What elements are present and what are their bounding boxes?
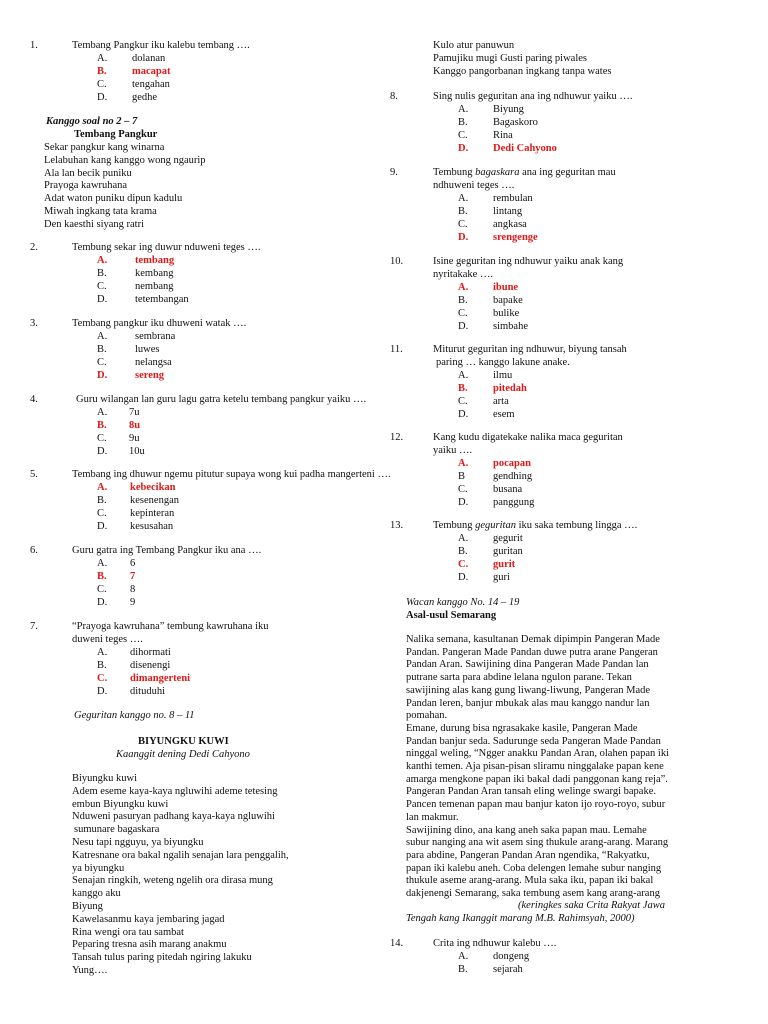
question-number: 14. (390, 938, 404, 949)
story-line: subur nanging ana wit asem sing thukule arang-arang. Marang (406, 837, 669, 849)
question-text: Crita ing ndhuwur kalebu …. (433, 938, 557, 949)
story-line: ninggal weling, “Ngger anakku Pandan Aran, olahen papan iki (406, 748, 670, 760)
question-12: 12. Kang kudu digatekake nalika maca geguritan yaiku …. A. pocapan B gendhing C. busana D. panggung (390, 432, 623, 508)
question-text: Isine geguritan ing ndhuwur yaiku anak kang (433, 256, 624, 267)
poem-line: Nduweni pasuryan padhang kaya-kaya ngluwihi (72, 811, 275, 823)
story-title: Asal-usul Semarang (406, 610, 497, 621)
question-number: 11. (390, 344, 403, 355)
question-text-cont: nyritakake …. (433, 269, 494, 280)
poem-lines (72, 773, 289, 978)
question-text: “Prayoga kawruhana” tembung kawruhana iku (72, 621, 269, 632)
question-text-cont: paring … kanggo lakune anake. (436, 357, 570, 368)
question-text: Tembang Pangkur iku kalebu tembang …. (72, 40, 250, 51)
question-number: 5. (30, 469, 38, 480)
question-number: 9. (390, 167, 398, 178)
section-note: Geguritan kanggo no. 8 – 11 (74, 710, 195, 721)
poem-line: Lelabuhan kang kanggo wong ngaurip (44, 154, 206, 166)
question-number: 1. (30, 40, 38, 51)
question-10: 10. Isine geguritan ing ndhuwur yaiku anak kang nyritakake …. A. ibune B. bapake C. bulike D. simbahe (390, 256, 624, 332)
story-line: Nalika semana, kasultanan Demak dipimpin Pangeran Made (406, 634, 660, 645)
poem-line: ya biyungku (72, 862, 125, 874)
story-source-cont: Tengah kang Ikanggit marang M.B. Rahimsyah, 2000) (406, 913, 635, 924)
question-text-cont: duweni teges …. (72, 634, 143, 645)
question-5: 5. Tembang ing dhuwur ngemu pitutur supaya wong kui padha mangerteni …. A. kebecikan B. kesenengan C. kepinteran D. kesusahan (30, 469, 391, 532)
question-text: Tembung bagaskara ana ing geguritan mau (433, 167, 616, 178)
question-7: 7. “Prayoga kawruhana” tembung kawruhana iku duweni teges …. A. dihormati B. disenengi C. dimangerteni D. dituduhi (30, 621, 269, 697)
section-note: Wacan kanggo No. 14 – 19 (406, 597, 520, 608)
question-number: 2. (30, 242, 38, 253)
story-line: Pancen temenan papan mau banjur katon ijo royo-royo, subur (406, 799, 666, 811)
poem-line: sumunare bagaskara (74, 824, 160, 836)
poem-line: Prayoga kawruhana (44, 180, 128, 192)
poem-line: Nesu tapi ngguyu, ya biyungku (72, 836, 204, 848)
story-line: thukule aseme arang-arang. Mula saka iku, papan iki bakal (406, 875, 654, 887)
question-4: 4. Guru wilangan lan guru lagu gatra ketelu tembang pangkur yaiku …. A. 7u B. 8u C. 9u D. 10u (30, 394, 367, 457)
poem-author: Kaanggit dening Dedi Cahyono (116, 749, 250, 760)
poem-line: kanggo aku (72, 888, 121, 900)
story-line: para abdine, Pangeran Pandan Aran ngendika, “Rakyatku, (406, 849, 650, 861)
poem-line: Adat waton puniku dipun kadulu (44, 193, 183, 205)
question-number: 13. (390, 520, 404, 531)
question-number: 10. (390, 256, 404, 267)
poem-line: Kanggo pangorbanan ingkang tanpa wates (433, 65, 612, 77)
story-line: dakjenengi Semarang, saka tembung asem kang arang-arang (406, 888, 660, 900)
poem-line: Den kaesthi siyang ratri (44, 218, 145, 230)
question-text: Tembung sekar ing duwur nduweni teges …. (72, 242, 261, 253)
poem-line: Senajan ringkih, weteng ngelih ora dirasa mung (72, 875, 273, 887)
story-line: Pandan banjur seda. Sadurunge seda Pangeran Made Pandan (406, 735, 661, 747)
poem-title: BIYUNGKU KUWI (138, 736, 229, 747)
poem-line: Pamujiku mugi Gusti paring piwales (433, 52, 587, 64)
story-line: Pandan Aran. Sawijining dina Pangeran Made Pandan lan (406, 659, 649, 671)
question-number: 7. (30, 621, 38, 632)
question-number: 12. (390, 432, 404, 443)
question-6: 6. Guru gatra ing Tembang Pangkur iku ana …. A. 6 B. 7 C. 8 D. 9 (30, 545, 262, 608)
poem-line: Ala lan becik puniku (44, 167, 132, 179)
poem-line: Tansah tulus paring pitedah ngiring lakuku (72, 952, 252, 964)
question-text: Tembang pangkur iku dhuweni watak …. (72, 318, 247, 329)
poem-line: Peparing tresna asih marang anakmu (72, 939, 227, 951)
poem-line: Miwah ingkang tata krama (44, 205, 157, 217)
question-14: 14. Crita ing ndhuwur kalebu …. A. dongeng B. sejarah (390, 938, 557, 975)
story-line: papan iki kalebu aneh. Coba delengen lemahe subur nanging (406, 862, 662, 874)
question-number: 3. (30, 318, 38, 329)
question-number: 8. (390, 91, 398, 102)
question-11: 11. Miturut geguritan ing ndhuwur, biyung tansah paring … kanggo lakune anake. A. ilmu B. pitedah C. arta D. esem (390, 344, 627, 420)
poem-line: embun Biyungku kuwi (72, 798, 169, 810)
question-number: 4. (30, 394, 38, 405)
story-line: Pandan. Pangeran Made Pandan duwe putra arane Pangeran (406, 646, 658, 658)
question-text: Guru gatra ing Tembang Pangkur iku ana …. (72, 545, 262, 556)
poem-continuation (433, 40, 611, 78)
poem-line: Rina wengi ora tau sambat (72, 926, 184, 938)
story-line: Pandan leren, banjur mbukak alas mau kanggo nandur lan (406, 697, 650, 709)
question-13: 13. Tembung geguritan iku saka tembung lingga …. A. gegurit B. guritan C. gurit D. guri (390, 520, 638, 583)
poem-line: Biyung (72, 900, 103, 912)
section-note: Kanggo soal no 2 – 7 (46, 116, 138, 127)
poem-lines (44, 142, 206, 232)
story-line: sawijining alas kang gung liwang-liwung, Pangeran Made (406, 684, 651, 696)
story-line: amarga mengkone papan iki bakal dadi panggonan kang reja”. (406, 773, 668, 785)
question-3: 3. Tembang pangkur iku dhuweni watak …. A. sembrana B. luwes C. nelangsa D. sereng (30, 318, 247, 381)
question-text: Tembang ing dhuwur ngemu pitutur supaya wong kui padha mangerteni …. (72, 469, 391, 480)
poem-line: Biyungku kuwi (72, 773, 138, 784)
question-text: Sing nulis geguritan ana ing ndhuwur yaiku …. (433, 91, 633, 102)
question-text: Tembung geguritan iku saka tembung lingga …. (433, 520, 638, 531)
story-line: Sawijining dino, ana kang aneh saka papan mau. Lemahe (406, 824, 647, 836)
question-text-cont: ndhuweni teges …. (433, 180, 515, 191)
story-line: Pangeran Pandan Aran tansah eling welinge swargi bapake. (406, 786, 656, 798)
poem-line: Yung…. (72, 964, 108, 976)
story-line: Emane, durung bisa ngrasakake kasile, Pangeran Made (406, 722, 638, 734)
poem-line: Katresnane ora bakal ngalih senajan lara penggalih, (72, 849, 289, 861)
question-text: Miturut geguritan ing ndhuwur, biyung tansah (433, 344, 627, 355)
question-9: 9. Tembung bagaskara ana ing geguritan mau ndhuweni teges …. A. rembulan B. lintang C. angkasa D. srengenge (390, 167, 616, 243)
story-source: (keringkes saka Crita Rakyat Jawa (518, 900, 665, 911)
question-1: 1. Tembang Pangkur iku kalebu tembang …. A. dolanan B. macapat C. tengahan D. gedhe (30, 40, 250, 103)
story-line: pomahan. (406, 710, 448, 722)
question-number: 6. (30, 545, 38, 556)
question-8: 8. Sing nulis geguritan ana ing ndhuwur yaiku …. A. Biyung B. Bagaskoro C. Rina D. Dedi Cahyono (390, 91, 633, 154)
question-text: Guru wilangan lan guru lagu gatra ketelu tembang pangkur yaiku …. (76, 394, 367, 405)
poem-title: Tembang Pangkur (74, 129, 158, 140)
story-line: kanthi temen. Aja pisan-pisan sliramu ninggalake papan kene (406, 761, 664, 773)
question-text: Kang kudu digatekake nalika maca geguritan (433, 432, 623, 443)
question-2: 2. Tembung sekar ing duwur nduweni teges …. A. tembang B. kembang C. nembang D. tetembangan (30, 242, 261, 305)
poem-line: Kawelasanmu kaya jembaring jagad (72, 913, 225, 925)
poem-line: Adem eseme kaya-kaya ngluwihi ademe tetesing (72, 785, 278, 797)
question-text-cont: yaiku …. (433, 445, 473, 456)
poem-line: Sekar pangkur kang winarna (44, 142, 165, 153)
story-text (406, 634, 669, 901)
story-line: lan makmur. (406, 811, 459, 823)
poem-line: Kulo atur panuwun (433, 40, 515, 51)
story-line: putrane sarta para abdine lelana ngulon parane. Tekan (406, 672, 632, 684)
